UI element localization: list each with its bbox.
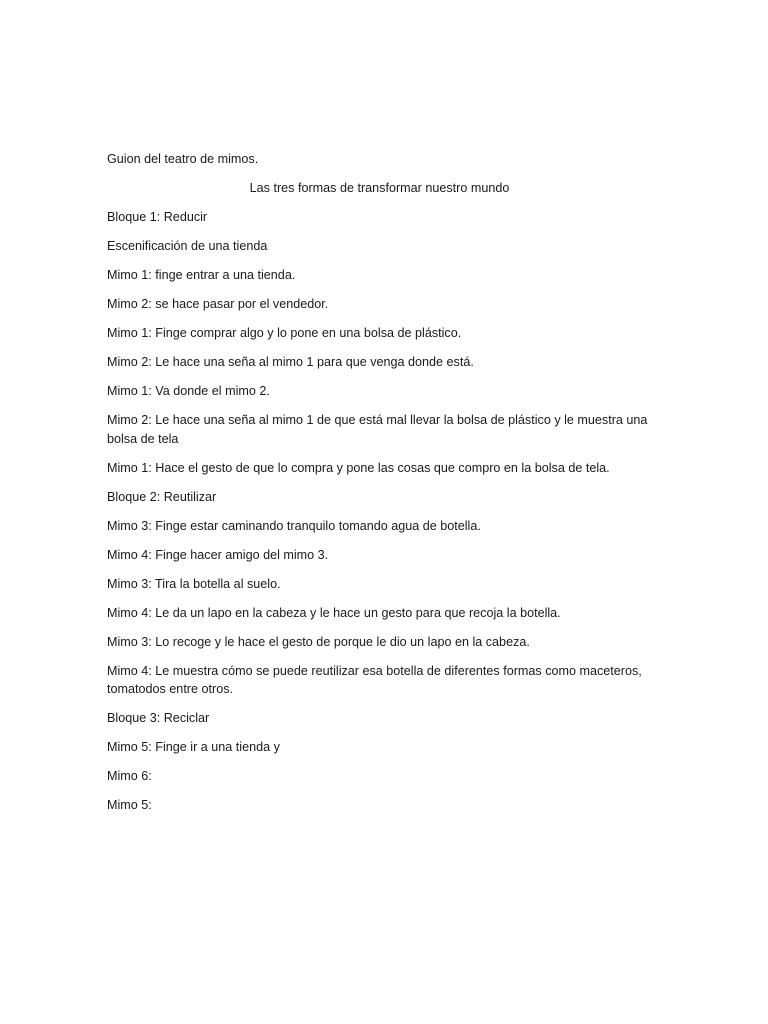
script-line: Mimo 1: finge entrar a una tienda. bbox=[107, 268, 296, 282]
script-line: Mimo 2: Le hace una seña al mimo 1 de que está mal llevar la bolsa de plástico y le muestra una bolsa de tela bbox=[107, 413, 648, 446]
script-line: Mimo 2: Le hace una seña al mimo 1 para que venga donde está. bbox=[107, 355, 474, 369]
block-3-title: Bloque 3: Reciclar bbox=[107, 711, 210, 725]
script-line: Mimo 4: Le muestra cómo se puede reutilizar esa botella de diferentes formas como maceteros, tomatodos entre otros. bbox=[107, 663, 642, 696]
script-line: Escenificación de una tienda bbox=[107, 239, 268, 253]
block-2-title: Bloque 2: Reutilizar bbox=[107, 489, 217, 504]
block-1-title: Bloque 1: Reducir bbox=[107, 210, 208, 224]
script-line: Mimo 1: Hace el gesto de que lo compra y pone las cosas que compro en la bolsa de tela. bbox=[107, 460, 610, 475]
script-line: Mimo 5: bbox=[107, 798, 152, 812]
script-line: Mimo 4: Le da un lapo en la cabeza y le hace un gesto para que recoja la botella. bbox=[107, 605, 561, 620]
script-line: Mimo 1: Va donde el mimo 2. bbox=[107, 384, 270, 398]
document-heading: Guion del teatro de mimos. bbox=[107, 152, 259, 166]
script-line: Mimo 3: Tira la botella al suelo. bbox=[107, 576, 281, 591]
script-line: Mimo 3: Lo recoge y le hace el gesto de porque le dio un lapo en la cabeza. bbox=[107, 634, 530, 649]
script-line: Mimo 4: Finge hacer amigo del mimo 3. bbox=[107, 547, 329, 562]
script-line: Mimo 2: se hace pasar por el vendedor. bbox=[107, 297, 329, 311]
script-line: Mimo 1: Finge comprar algo y lo pone en una bolsa de plástico. bbox=[107, 326, 462, 340]
script-line: Mimo 3: Finge estar caminando tranquilo tomando agua de botella. bbox=[107, 518, 481, 533]
document-body bbox=[107, 150, 652, 825]
document-subtitle: Las tres formas de transformar nuestro mundo bbox=[249, 181, 510, 195]
script-line: Mimo 6: bbox=[107, 769, 152, 783]
script-line: Mimo 5: Finge ir a una tienda y bbox=[107, 740, 280, 754]
